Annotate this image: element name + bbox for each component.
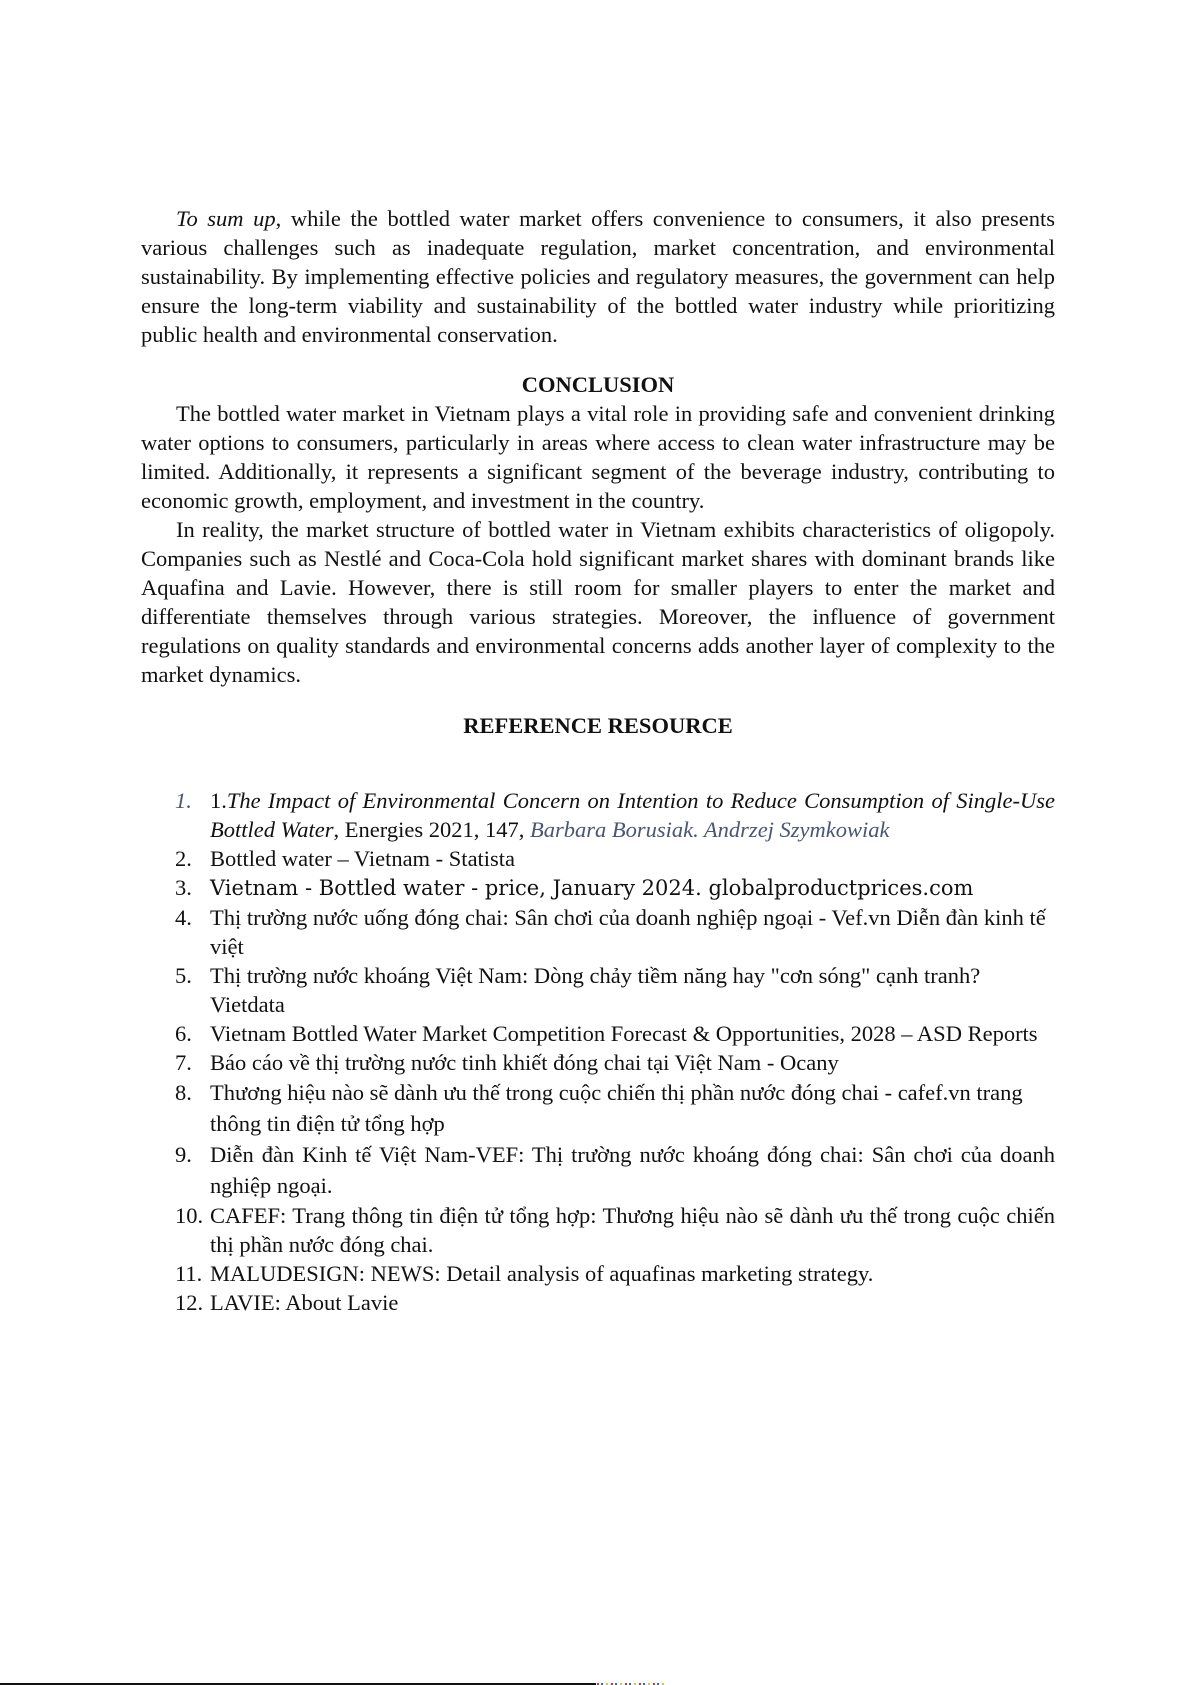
reference-number: 7. xyxy=(175,1050,192,1075)
reference-source: , Energies 2021, 147, xyxy=(333,817,530,842)
reference-title: The Impact of Environmental Concern on Intention to Reduce Consumption of Single-Use Bottled Water xyxy=(210,788,1055,842)
reference-list xyxy=(141,786,1055,1317)
reference-text: LAVIE: About Lavie xyxy=(210,1290,399,1315)
reference-text: Diễn đàn Kinh tế Việt Nam-VEF: Thị trường nước khoáng đóng chai: Sân chơi của doanh nghiệp ngoại. xyxy=(210,1142,1055,1198)
reference-text: Thương hiệu nào sẽ dành ưu thế trong cuộc chiến thị phần nước đóng chai - cafef.vn trang thông tin điện tử tổng hợp xyxy=(210,1080,1023,1136)
reference-item xyxy=(141,1288,1055,1317)
reference-number: 8. xyxy=(175,1080,192,1105)
references-heading: REFERENCE RESOURCE xyxy=(463,713,733,738)
reference-item xyxy=(141,1201,1055,1259)
reference-number: 3. xyxy=(175,875,192,900)
reference-number: 11. xyxy=(175,1261,203,1286)
reference-text: CAFEF: Trang thông tin điện tử tổng hợp: Thương hiệu nào sẽ dành ưu thế trong cuộc chiến thị phần nước đóng chai. xyxy=(210,1203,1055,1257)
reference-authors-link[interactable]: Barbara Borusiak. Andrzej Szymkowiak xyxy=(529,817,890,842)
reference-item xyxy=(141,903,1055,961)
summary-lead: To sum up xyxy=(176,206,276,231)
reference-number: 4. xyxy=(175,905,192,930)
document-page xyxy=(141,204,1055,1317)
summary-text: , while the bottled water market offers convenience to consumers, it also presents various challenges such as inadequate regulation, market concentration, and environmental sustainability. By implementing effective policies and regulatory measures, the government can help ensure the long-term viability and sustainability of the bottled water industry while prioritizing public health and environmental conservation. xyxy=(141,206,1055,347)
summary-paragraph xyxy=(141,204,1055,349)
reference-item xyxy=(141,1077,1055,1139)
reference-item xyxy=(141,961,1055,1019)
reference-number: 12. xyxy=(175,1290,204,1315)
reference-text: Thị trường nước khoáng Việt Nam: Dòng chảy tiềm năng hay "cơn sóng" cạnh tranh? Vietdata xyxy=(210,963,1025,1017)
reference-text: Báo cáo về thị trường nước tinh khiết đóng chai tại Việt Nam - Ocany xyxy=(210,1050,839,1075)
reference-item xyxy=(141,873,1055,903)
reference-number: 10. xyxy=(175,1203,204,1228)
reference-text: Thị trường nước uống đóng chai: Sân chơi của doanh nghiệp ngoại - Vef.vn Diễn đàn kinh tế việt xyxy=(210,905,1046,959)
conclusion-heading: CONCLUSION xyxy=(521,372,675,397)
reference-item xyxy=(141,786,1055,844)
reference-item xyxy=(141,844,1055,873)
reference-number: 5. xyxy=(175,963,192,988)
reference-item xyxy=(141,1048,1055,1077)
reference-number: 9. xyxy=(175,1142,192,1167)
conclusion-paragraph-2: In reality, the market structure of bottled water in Vietnam exhibits characteristics of oligopoly. Companies such as Nestlé and Coca-Cola hold significant market shares with dominant brands like Aquafina and Lavie. However, there is still room for smaller players to enter the market and differentiate themselves through various strategies. Moreover, the influence of government regulations on quality standards and environmental concerns adds another layer of complexity to the market dynamics. xyxy=(141,517,1055,687)
reference-text: Vietnam Bottled Water Market Competition Forecast & Opportunities, 2028 – ASD Reports xyxy=(210,1021,1038,1046)
reference-text: Vietnam - Bottled water - price, January 2024. globalproductprices.com xyxy=(210,876,974,900)
reference-text: MALUDESIGN: NEWS: Detail analysis of aquafinas marketing strategy. xyxy=(210,1261,874,1286)
conclusion-paragraph-1: The bottled water market in Vietnam plays a vital role in providing safe and convenient drinking water options to consumers, particularly in areas where access to clean water infrastructure may be limited. Additionally, it represents a significant segment of the beverage industry, contributing to economic growth, employment, and investment in the country. xyxy=(141,401,1055,513)
reference-number: 6. xyxy=(175,1021,192,1046)
reference-number: 2. xyxy=(175,846,192,871)
reference-text: Bottled water – Vietnam - Statista xyxy=(210,846,516,871)
reference-item xyxy=(141,1139,1055,1201)
reference-prefix: 1. xyxy=(210,788,227,813)
reference-number: 1. xyxy=(175,788,192,813)
reference-item xyxy=(141,1019,1055,1048)
reference-item xyxy=(141,1259,1055,1288)
